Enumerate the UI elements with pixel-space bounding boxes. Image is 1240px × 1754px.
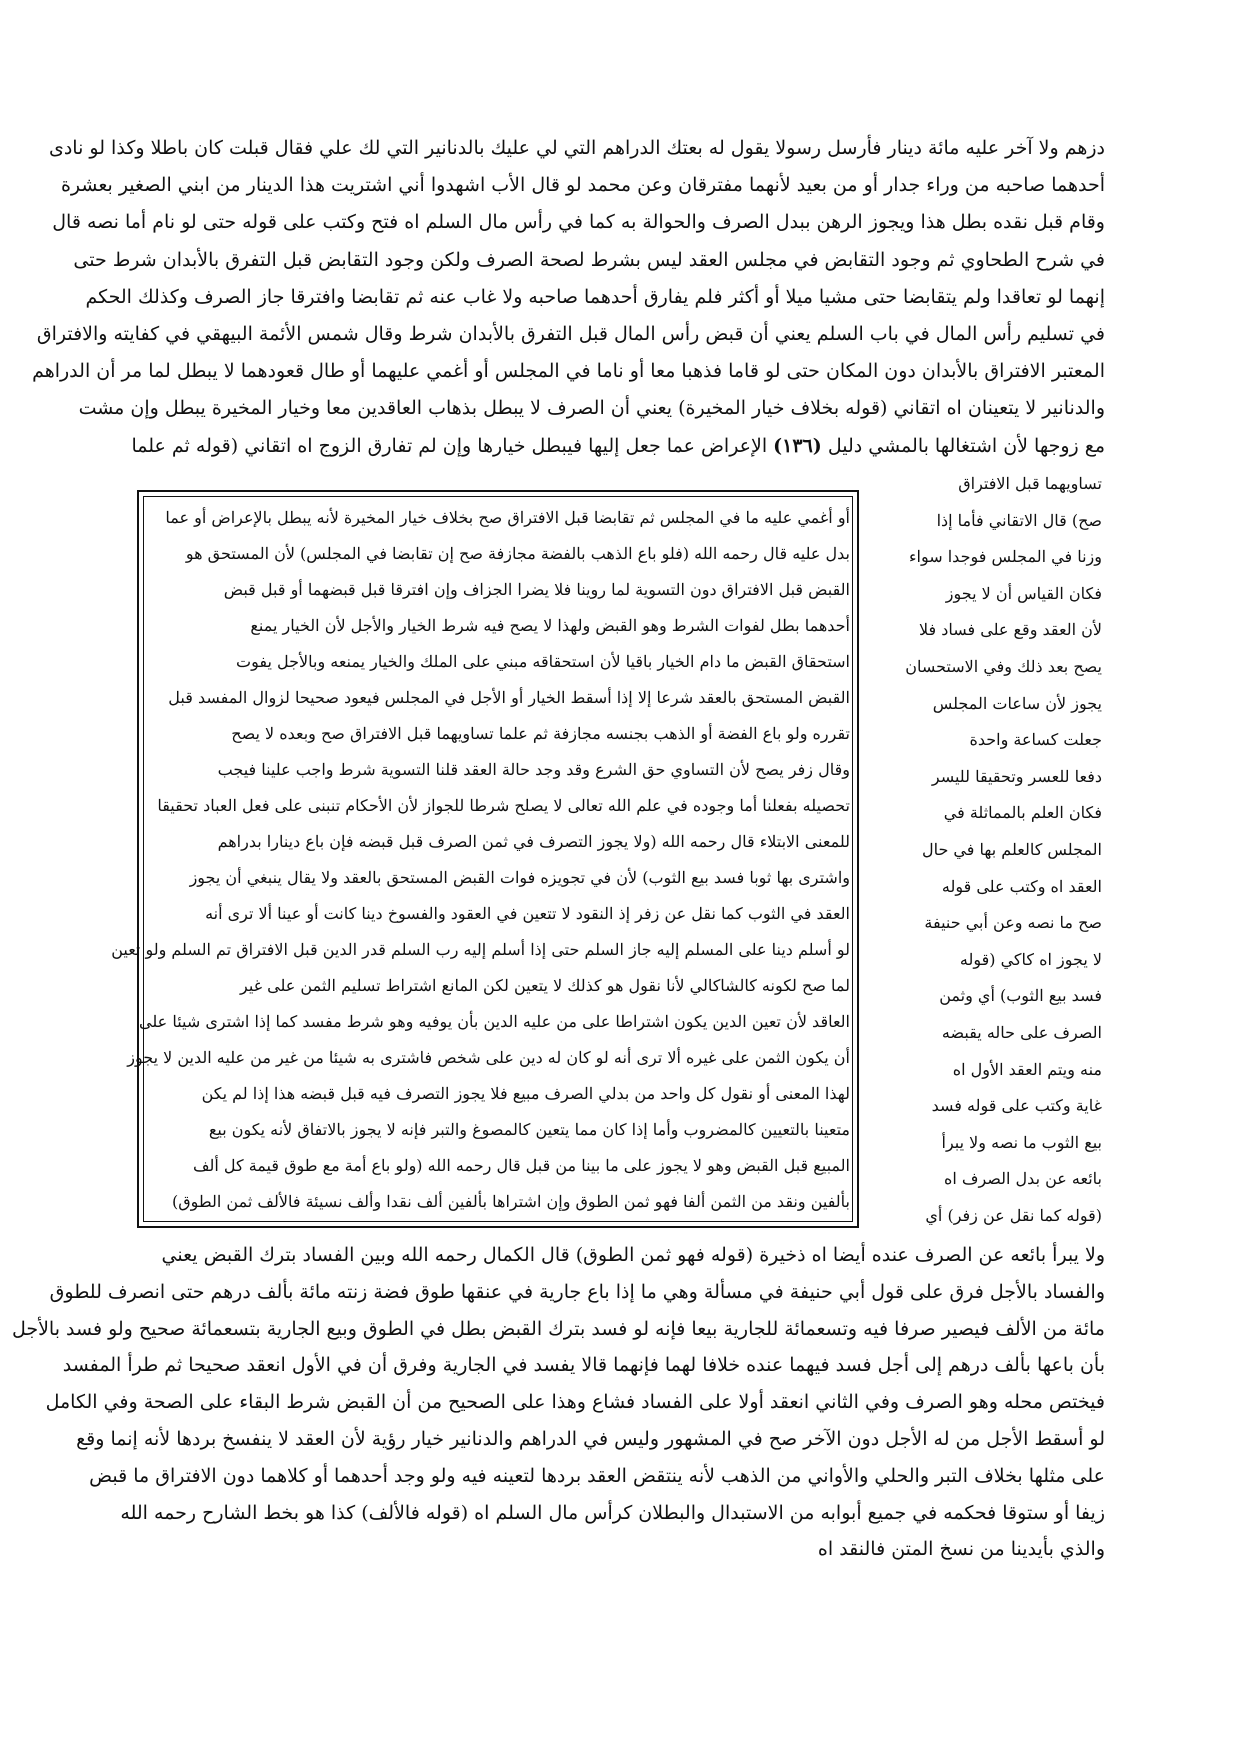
text-line: أو أغمي عليه ما في المجلس ثم تقابضا قبل الافتراق صح بخلاف خيار المخيرة لأنه يبطل بالإعراض أو عما [165, 508, 850, 527]
text-line: القبض المستحق بالعقد شرعا إلا إذا أسقط الخيار أو الأجل في المجلس فيعود صحيحا لزوال المفسد قبل [168, 688, 850, 707]
text-line [131, 428, 1105, 465]
text-line: بأن باعها بألف درهم إلى أجل فسد فيهما عنده خلافا لهما فإنهما قالا يفسد في الجارية وفرق أن في الأول انعقد صحيحا ثم طرأ المفسد [62, 1354, 1105, 1377]
text-line: لو أسقط الأجل من له الأجل دون الآخر صح في المشهور وليس في الدراهم والدنانير خيار رؤية لأن العقد لا ينفسخ بردها لأنه إنما وقع [76, 1427, 1105, 1450]
text-line: أحدهما صاحبه من وراء جدار أو من بعيد لأنهما مفترقان وعن محمد لو قال الأب اشهدوا أني اشتريت هذا الدينار من ابني الصغير بعشرة [60, 174, 1105, 197]
text-line: بيع الثوب ما نصه ولا يبرأ [941, 1132, 1102, 1152]
text-line: العقد في الثوب كما نقل عن زفر إذ النقود لا تتعين في العقود والفسوخ دينا كانت أو عينا ألا ترى أنه [205, 904, 850, 923]
text-segment: الإعراض عما جعل إليها فيبطل خيارها وإن لم تفارق الزوج اه اتقاني (قوله ثم علما [131, 434, 768, 457]
text-line: جعلت كساعة واحدة [969, 730, 1102, 750]
text-line: دزهم ولا آخر عليه مائة دينار فأرسل رسولا يقول له بعتك الدراهم التي لي عليك بالدنانير التي لك علي فقال قبلت كان باطلا وكذا لو نادى [48, 137, 1105, 159]
text-line: واشترى بها ثوبا فسد بيع الثوب) لأن في تجويزه فوات القبض المستحق بالعقد ولا يقال ينبغي أن يجوز [189, 868, 850, 887]
text-segment: مع زوجها لأن اشتغالها بالمشي دليل [827, 434, 1105, 457]
text-line: العقد اه وكتب على قوله [941, 876, 1102, 896]
text-line: وزنا في المجلس فوجدا سواء [909, 547, 1102, 567]
text-line: ولا يبرأ بائعه عن الصرف عنده أيضا اه ذخيرة (قوله فهو ثمن الطوق) قال الكمال رحمه الله وبين الفساد بترك القبض يعني [161, 1244, 1105, 1266]
text-line: منه ويتم العقد الأول اه [952, 1059, 1102, 1079]
bottom-commentary-block [11, 1237, 1105, 1568]
text-line: متعينا بالتعيين كالمضروب وأما إذا كان مما يتعين كالمصوغ والتبر فإنه لا يجوز بالاتفاق لأنه يكون بيع [208, 1120, 850, 1139]
text-line: لما صح لكونه كالشاكالي لأنا نقول هو كذلك لا يتعين لكن المانع اشتراط تسليم الثمن على غير [240, 976, 850, 995]
text-line: دفعا للعسر وتحقيقا لليسر [931, 766, 1102, 786]
text-line: صح ما نصه وعن أبي حنيفة [924, 913, 1102, 933]
text-line: بألفين ونقد من الثمن ألفا فهو ثمن الطوق وإن اشتراها بألفين ألف نقدا وألف نسيئة فالألف ثمن الطوق) [171, 1192, 850, 1211]
text-line: زيفا أو ستوقا فحكمه في جميع أبوابه من الاستبدال والبطلان كرأس مال السلم اه (قوله فالألف) كذا هو بخط الشارح رحمه الله [120, 1501, 1105, 1524]
text-line: فكان العلم بالمماثلة في [943, 803, 1102, 823]
text-line: فيختص محله وهو الصرف وفي الثاني انعقد أولا على الفساد فشاع وهذا على الصحيح من أن القبض شرط البقاء على الصحة وفي الكامل [45, 1391, 1105, 1414]
main-text-block [111, 500, 850, 1220]
text-line: المعتبر الافتراق بالأبدان دون المكان حتى لو قاما فذهبا معا أو ناما في المجلس أو أغمي عليهما أو طال قعودهما لا يبطل لما مر أن الدراهم [32, 360, 1105, 383]
text-line: مائة من الألف فيصير صرفا فيه وتسعمائة للجارية بيعا فإنه لو فسد بترك القبض بطل في الطوق وبيع الجارية بتسعمائة صحيح ولو فسد بالأجل [11, 1317, 1105, 1340]
text-line: إنهما لو تعاقدا ولم يتقابضا حتى مشيا ميلا أو أكثر فلم يفارق أحدهما صاحبه ولا غاب عنه ثم تقابضا وافترقا جاز الصرف وكذلك الحكم [85, 285, 1105, 308]
text-line: يجوز لأن ساعات المجلس [932, 693, 1102, 713]
text-line: استحقاق القبض ما دام الخيار باقيا لأن استحقاقه مبني على الملك والخيار يمنعه وبالأجل يفوت [236, 652, 850, 671]
text-line: لو أسلم دينا على المسلم إليه جاز السلم حتى إذا أسلم إليه رب السلم قدر الدين قبل الافتراق تم السلم ولو تعين [111, 940, 850, 959]
text-line: وقام قبل نقده بطل هذا ويجوز الرهن ببدل الصرف والحوالة به كما في رأس مال السلم اه فتح وكتب على قوله حتى لو نام أما نصه قال [52, 211, 1105, 234]
text-line: لهذا المعنى أو نقول كل واحد من بدلي الصرف مبيع فلا يجوز التصرف فيه قبل قبضه هذا إذا لم يكن [201, 1084, 850, 1103]
text-line: فكان القياس أن لا يجوز [945, 583, 1102, 603]
text-line: في تسليم رأس المال في باب السلم يعني أن قبض رأس المال قبل التفرق بالأبدان شرط وقال شمس الأئمة البيهقي في كفايته والافتراق [36, 323, 1105, 346]
text-line: بائعه عن بدل الصرف اه [943, 1169, 1102, 1189]
text-line: (قوله كما نقل عن زفر) أي [925, 1205, 1102, 1225]
page-number: (١٣٦) [773, 434, 822, 457]
text-line: المجلس كالعلم بها في حال [921, 839, 1102, 859]
text-line: للمعنى الابتلاء قال رحمه الله (ولا يجوز التصرف في ثمن الصرف قبل قبضه فإن باع دينارا بدراهم [217, 832, 850, 851]
text-line: على مثلها بخلاف التبر والحلي والأواني من الذهب لأنه ينتقض العقد بردها لتعينه فيه ولو وجد أحدهما أو كلاهما دون الافتراق ما قبض [89, 1464, 1105, 1487]
text-line: أن يكون الثمن على غيره ألا ترى أنه لو كان له دين على شخص فاشترى به شيئا من غير من عليه الدين لا يجوز [127, 1048, 850, 1067]
text-line: العاقد لأن تعين الدين يكون اشتراطا على من عليه الدين بأن يوفيه وهو شرط مفسد كما إذا اشترى شيئا على [139, 1012, 850, 1031]
text-line: المبيع قبل القبض وهو لا يجوز على ما بينا من قبل قال رحمه الله (ولو باع أمة مع طوق قيمة كل ألف [192, 1156, 850, 1175]
text-line: والدنانير لا يتعينان اه اتقاني (قوله بخلاف خيار المخيرة) يعني أن الصرف لا يبطل بذهاب العاقدين معا وخيار المخيرة يبطل وإن مشت [78, 397, 1105, 420]
text-line: بدل عليه قال رحمه الله (فلو باع الذهب بالفضة مجازفة صح إن تقابضا في المجلس) لأن المستحق هو [185, 544, 850, 563]
side-commentary-block [870, 466, 1102, 1234]
top-commentary-block [32, 130, 1105, 465]
text-line: والفساد بالأجل فرق على قول أبي حنيفة في مسألة وهي ما إذا باع جارية في عنقها طوق فضة زنته مائة بألف درهم حتى انصرف للطوق [49, 1280, 1105, 1303]
text-line: القبض قبل الافتراق دون التسوية لما روينا فلا يضرا الجزاف وإن افترقا قبل قبضهما أو قبل قبض [223, 580, 850, 599]
text-line: الصرف على حاله يقبضه [941, 1022, 1102, 1042]
text-line: يصح بعد ذلك وفي الاستحسان [905, 656, 1102, 676]
text-line: لا يجوز اه كاكي (قوله [959, 949, 1102, 969]
text-line: غاية وكتب على قوله فسد [931, 1096, 1102, 1116]
text-line: فسد بيع الثوب) أي وثمن [939, 986, 1102, 1006]
text-line: تحصيله بفعلنا أما وجوده في علم الله تعالى لا يصلح شرطا للجواز لأن الأحكام تنبنى على فعل العباد تحقيقا [157, 796, 850, 815]
text-line: تساويهما قبل الافتراق [958, 474, 1102, 493]
text-line: في شرح الطحاوي ثم وجود التقابض في مجلس العقد ليس بشرط لصحة الصرف ولكن وجود التقابض قبل التفرق بالأبدان شرط حتى [73, 248, 1105, 271]
text-line: صح) قال الاتقاني فأما إذا [936, 510, 1102, 530]
text-line: وقال زفر يصح لأن التساوي حق الشرع وقد وجد حالة العقد قلنا التسوية شرط واجب علينا فيجب [217, 760, 850, 779]
text-line: والذي بأيدينا من نسخ المتن فالنقد اه [817, 1538, 1105, 1561]
text-line: أحدهما بطل لفوات الشرط وهو القبض ولهذا لا يصح فيه شرط الخيار والأجل لأن الخيار يمنع [250, 616, 850, 635]
text-line: تقرره ولو باع الفضة أو الذهب بجنسه مجازفة ثم علما تساويهما قبل الافتراق صح وبعده لا يصح [231, 724, 850, 743]
text-line: لأن العقد وقع على فساد فلا [918, 620, 1102, 640]
